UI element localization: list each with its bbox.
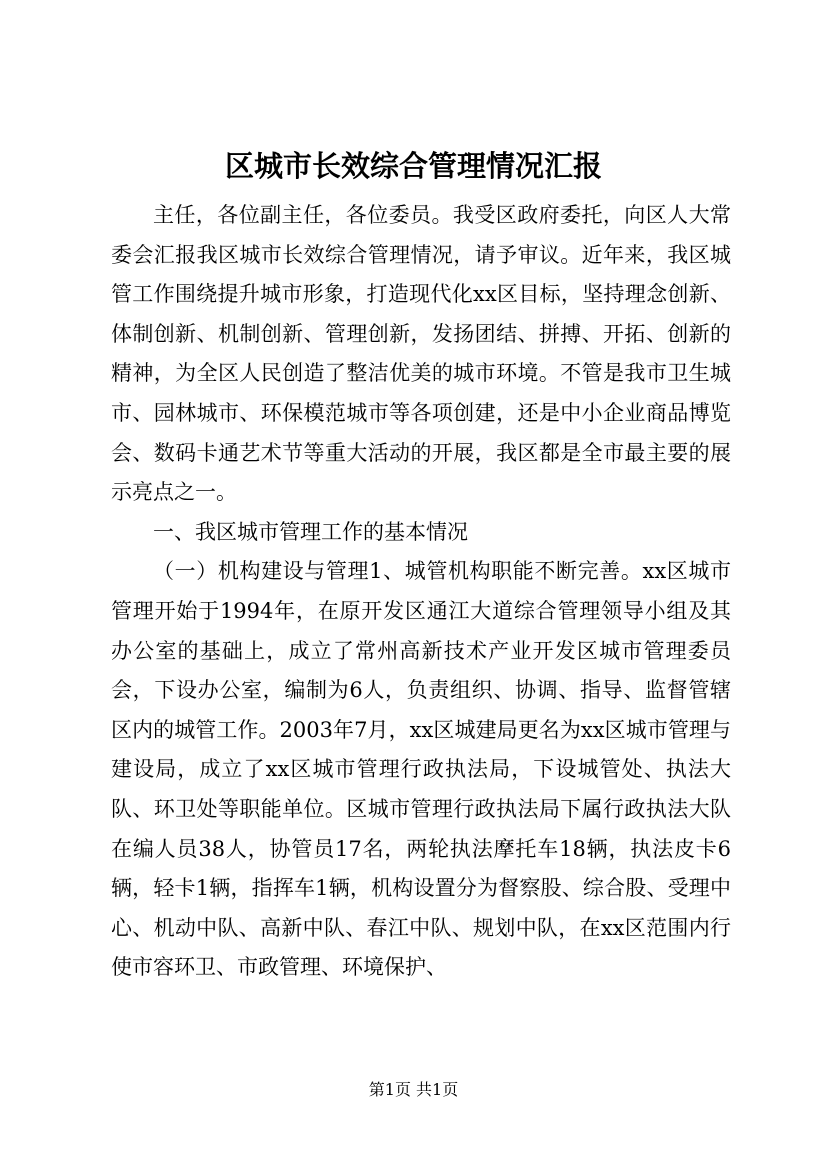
page-footer: 第1页 共1页 [368,1080,459,1099]
section-heading: 一、我区城市管理工作的基本情况 [153,519,468,544]
paragraph-intro: 主任，各位副主任，各位委员。我受区政府委托，向区人大常委会汇报我区城市长效综合管理情况，请予审议。近年来，我区城管工作围绕提升城市形象，打造现代化xx区目标，坚持理念创新、体制创新、机制创新、管理创新，发扬团结、拼搏、开拓、创新的精神，为全区人民创造了整洁优美的城市环境。不管是我市卫生城市、园林城市、环保模范城市等各项创建，还是中小企业商品博览会、数码卡通艺术节等重大活动的开展，我区都是全市最主要的展示亮点之一。 [111,203,731,505]
paragraph-organization: （一）机构建设与管理1、城管机构职能不断完善。xx区城市管理开始于1994年，在原开发区通江大道综合管理领导小组及其办公室的基础上，成立了常州高新技术产业开发区城市管理委员会，下设办公室，编制为6人，负责组织、协调、指导、监督管辖区内的城管工作。2003年7月，xx区城建局更名为xx区城市管理与建设局，成立了xx区城市管理行政执法局，下设城管处、执法大队、环卫处等职能单位。区城市管理行政执法局下属行政执法大队在编人员38人，协管员17名，两轮执法摩托车18辆，执法皮卡6辆，轻卡1辆，指挥车1辆，机构设置分为督察股、综合股、受理中心、机动中队、高新中队、春江中队、规划中队，在xx区范围内行使市容环卫、市政管理、环境保护、 [111,559,731,980]
document-title: 区城市长效综合管理情况汇报 [224,149,602,183]
document-body [111,196,731,988]
